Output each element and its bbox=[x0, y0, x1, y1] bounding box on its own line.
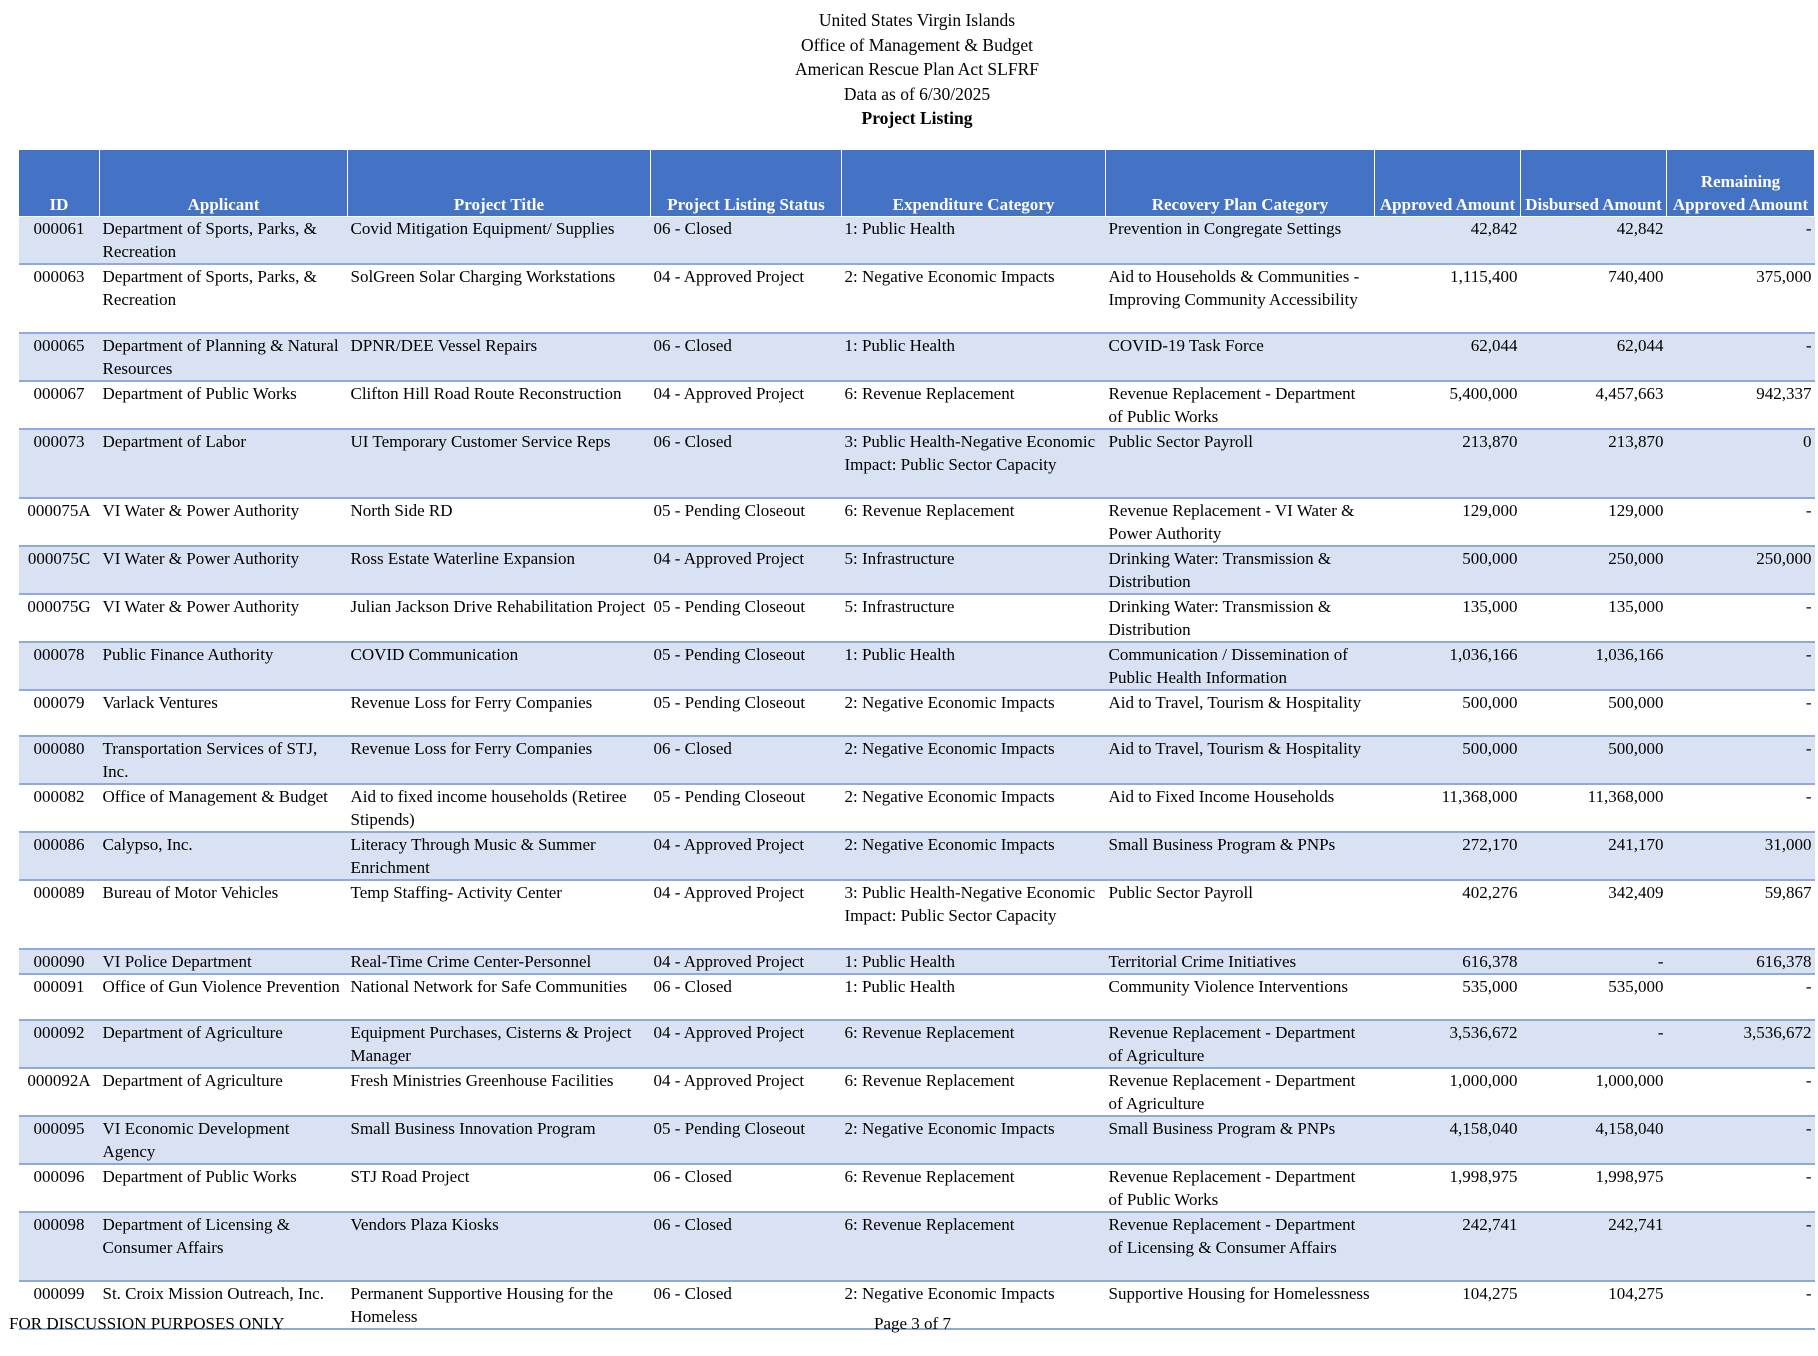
table-header-row bbox=[19, 150, 1815, 217]
cell-project-title: SolGreen Solar Charging Workstations bbox=[348, 264, 651, 333]
cell-remaining-amount: - bbox=[1667, 642, 1815, 690]
column-header-project-title: Project Title bbox=[348, 150, 651, 217]
cell-remaining-amount: - bbox=[1667, 333, 1815, 381]
cell-expenditure-category: 1: Public Health bbox=[842, 974, 1106, 1020]
cell-disbursed-amount: 11,368,000 bbox=[1521, 784, 1667, 832]
cell-expenditure-category: 2: Negative Economic Impacts bbox=[842, 264, 1106, 333]
cell-remaining-amount: - bbox=[1667, 974, 1815, 1020]
cell-approved-amount: 500,000 bbox=[1375, 546, 1521, 594]
table-row bbox=[19, 784, 1815, 832]
cell-recovery-plan-category: Prevention in Congregate Settings bbox=[1106, 217, 1375, 265]
table-row bbox=[19, 498, 1815, 546]
column-header-disbursed-amount: Disbursed Amount bbox=[1521, 150, 1667, 217]
cell-approved-amount: 1,115,400 bbox=[1375, 264, 1521, 333]
cell-expenditure-category: 1: Public Health bbox=[842, 949, 1106, 974]
cell-applicant: VI Police Department bbox=[100, 949, 348, 974]
cell-status: 04 - Approved Project bbox=[651, 1068, 842, 1116]
table-row bbox=[19, 429, 1815, 498]
cell-disbursed-amount: 213,870 bbox=[1521, 429, 1667, 498]
table-row bbox=[19, 333, 1815, 381]
cell-disbursed-amount: 135,000 bbox=[1521, 594, 1667, 642]
cell-recovery-plan-category: Small Business Program & PNPs bbox=[1106, 832, 1375, 880]
cell-approved-amount: 1,000,000 bbox=[1375, 1068, 1521, 1116]
cell-status: 06 - Closed bbox=[651, 1212, 842, 1281]
cell-applicant: Department of Agriculture bbox=[100, 1020, 348, 1068]
cell-id: 000098 bbox=[19, 1212, 100, 1281]
cell-applicant: Department of Licensing & Consumer Affairs bbox=[100, 1212, 348, 1281]
cell-applicant: St. Croix Mission Outreach, Inc. bbox=[100, 1281, 348, 1329]
cell-remaining-amount: - bbox=[1667, 1068, 1815, 1116]
cell-expenditure-category: 2: Negative Economic Impacts bbox=[842, 1281, 1106, 1329]
cell-applicant: Department of Public Works bbox=[100, 1164, 348, 1212]
cell-approved-amount: 616,378 bbox=[1375, 949, 1521, 974]
cell-disbursed-amount: 1,998,975 bbox=[1521, 1164, 1667, 1212]
cell-recovery-plan-category: Revenue Replacement - Department of Public Works bbox=[1106, 381, 1375, 429]
project-listing-table bbox=[18, 149, 1815, 1330]
cell-disbursed-amount: 1,036,166 bbox=[1521, 642, 1667, 690]
cell-project-title: Aid to fixed income households (Retiree Stipends) bbox=[348, 784, 651, 832]
cell-applicant: Calypso, Inc. bbox=[100, 832, 348, 880]
cell-id: 000086 bbox=[19, 832, 100, 880]
cell-expenditure-category: 5: Infrastructure bbox=[842, 546, 1106, 594]
cell-project-title: Vendors Plaza Kiosks bbox=[348, 1212, 651, 1281]
cell-project-title: STJ Road Project bbox=[348, 1164, 651, 1212]
cell-recovery-plan-category: Public Sector Payroll bbox=[1106, 429, 1375, 498]
cell-status: 05 - Pending Closeout bbox=[651, 642, 842, 690]
cell-approved-amount: 135,000 bbox=[1375, 594, 1521, 642]
cell-remaining-amount: 942,337 bbox=[1667, 381, 1815, 429]
cell-approved-amount: 129,000 bbox=[1375, 498, 1521, 546]
cell-disbursed-amount: 740,400 bbox=[1521, 264, 1667, 333]
cell-recovery-plan-category: Revenue Replacement - Department of Agriculture bbox=[1106, 1068, 1375, 1116]
column-header-approved-amount: Approved Amount bbox=[1375, 150, 1521, 217]
cell-status: 06 - Closed bbox=[651, 217, 842, 265]
cell-applicant: VI Water & Power Authority bbox=[100, 546, 348, 594]
cell-remaining-amount: 0 bbox=[1667, 429, 1815, 498]
cell-expenditure-category: 1: Public Health bbox=[842, 642, 1106, 690]
cell-recovery-plan-category: Revenue Replacement - Department of Public Works bbox=[1106, 1164, 1375, 1212]
cell-status: 05 - Pending Closeout bbox=[651, 498, 842, 546]
cell-project-title: UI Temporary Customer Service Reps bbox=[348, 429, 651, 498]
cell-project-title: Temp Staffing- Activity Center bbox=[348, 880, 651, 949]
cell-approved-amount: 11,368,000 bbox=[1375, 784, 1521, 832]
cell-id: 000080 bbox=[19, 736, 100, 784]
cell-remaining-amount: 375,000 bbox=[1667, 264, 1815, 333]
cell-remaining-amount: - bbox=[1667, 1164, 1815, 1212]
cell-recovery-plan-category: Public Sector Payroll bbox=[1106, 880, 1375, 949]
cell-id: 000061 bbox=[19, 217, 100, 265]
cell-approved-amount: 500,000 bbox=[1375, 690, 1521, 736]
cell-id: 000075C bbox=[19, 546, 100, 594]
cell-recovery-plan-category: COVID-19 Task Force bbox=[1106, 333, 1375, 381]
cell-project-title: COVID Communication bbox=[348, 642, 651, 690]
cell-project-title: Permanent Supportive Housing for the Homeless bbox=[348, 1281, 651, 1329]
cell-project-title: Fresh Ministries Greenhouse Facilities bbox=[348, 1068, 651, 1116]
cell-applicant: VI Economic Development Agency bbox=[100, 1116, 348, 1164]
table-row bbox=[19, 1116, 1815, 1164]
cell-applicant: Department of Sports, Parks, & Recreation bbox=[100, 264, 348, 333]
cell-id: 000095 bbox=[19, 1116, 100, 1164]
cell-recovery-plan-category: Supportive Housing for Homelessness bbox=[1106, 1281, 1375, 1329]
cell-status: 04 - Approved Project bbox=[651, 264, 842, 333]
cell-status: 06 - Closed bbox=[651, 1281, 842, 1329]
cell-project-title: Ross Estate Waterline Expansion bbox=[348, 546, 651, 594]
table-row bbox=[19, 1020, 1815, 1068]
cell-expenditure-category: 6: Revenue Replacement bbox=[842, 1068, 1106, 1116]
cell-id: 000075G bbox=[19, 594, 100, 642]
cell-project-title: Julian Jackson Drive Rehabilitation Project bbox=[348, 594, 651, 642]
cell-remaining-amount: - bbox=[1667, 690, 1815, 736]
cell-expenditure-category: 5: Infrastructure bbox=[842, 594, 1106, 642]
table-row bbox=[19, 949, 1815, 974]
cell-disbursed-amount: 4,158,040 bbox=[1521, 1116, 1667, 1164]
cell-project-title: Revenue Loss for Ferry Companies bbox=[348, 736, 651, 784]
cell-status: 05 - Pending Closeout bbox=[651, 784, 842, 832]
cell-approved-amount: 4,158,040 bbox=[1375, 1116, 1521, 1164]
cell-remaining-amount: - bbox=[1667, 784, 1815, 832]
cell-id: 000099 bbox=[19, 1281, 100, 1329]
cell-status: 04 - Approved Project bbox=[651, 949, 842, 974]
cell-expenditure-category: 6: Revenue Replacement bbox=[842, 381, 1106, 429]
cell-recovery-plan-category: Aid to Households & Communities - Improving Community Accessibility bbox=[1106, 264, 1375, 333]
table-row bbox=[19, 217, 1815, 265]
cell-approved-amount: 1,036,166 bbox=[1375, 642, 1521, 690]
cell-recovery-plan-category: Revenue Replacement - Department of Licensing & Consumer Affairs bbox=[1106, 1212, 1375, 1281]
cell-status: 05 - Pending Closeout bbox=[651, 594, 842, 642]
cell-expenditure-category: 2: Negative Economic Impacts bbox=[842, 832, 1106, 880]
cell-id: 000082 bbox=[19, 784, 100, 832]
table-row bbox=[19, 264, 1815, 333]
cell-remaining-amount: - bbox=[1667, 1212, 1815, 1281]
report-header bbox=[0, 8, 1818, 131]
table-row bbox=[19, 974, 1815, 1020]
cell-applicant: Public Finance Authority bbox=[100, 642, 348, 690]
cell-approved-amount: 104,275 bbox=[1375, 1281, 1521, 1329]
cell-status: 06 - Closed bbox=[651, 333, 842, 381]
cell-disbursed-amount: 4,457,663 bbox=[1521, 381, 1667, 429]
table-row bbox=[19, 832, 1815, 880]
cell-recovery-plan-category: Communication / Dissemination of Public Health Information bbox=[1106, 642, 1375, 690]
cell-status: 05 - Pending Closeout bbox=[651, 1116, 842, 1164]
cell-approved-amount: 402,276 bbox=[1375, 880, 1521, 949]
cell-applicant: Department of Sports, Parks, & Recreation bbox=[100, 217, 348, 265]
cell-remaining-amount: - bbox=[1667, 1281, 1815, 1329]
header-line-4: Data as of 6/30/2025 bbox=[843, 83, 991, 104]
table-row bbox=[19, 642, 1815, 690]
cell-disbursed-amount: 250,000 bbox=[1521, 546, 1667, 594]
table-row bbox=[19, 1212, 1815, 1281]
cell-id: 000078 bbox=[19, 642, 100, 690]
cell-project-title: North Side RD bbox=[348, 498, 651, 546]
cell-disbursed-amount: 500,000 bbox=[1521, 690, 1667, 736]
column-header-expenditure-category: Expenditure Category bbox=[842, 150, 1106, 217]
cell-project-title: Revenue Loss for Ferry Companies bbox=[348, 690, 651, 736]
cell-applicant: Office of Management & Budget bbox=[100, 784, 348, 832]
cell-disbursed-amount: 500,000 bbox=[1521, 736, 1667, 784]
cell-project-title: Small Business Innovation Program bbox=[348, 1116, 651, 1164]
cell-id: 000089 bbox=[19, 880, 100, 949]
cell-approved-amount: 3,536,672 bbox=[1375, 1020, 1521, 1068]
table-row bbox=[19, 381, 1815, 429]
cell-expenditure-category: 2: Negative Economic Impacts bbox=[842, 784, 1106, 832]
cell-expenditure-category: 6: Revenue Replacement bbox=[842, 1020, 1106, 1068]
cell-project-title: Clifton Hill Road Route Reconstruction bbox=[348, 381, 651, 429]
cell-id: 000090 bbox=[19, 949, 100, 974]
cell-applicant: Bureau of Motor Vehicles bbox=[100, 880, 348, 949]
cell-remaining-amount: - bbox=[1667, 594, 1815, 642]
cell-expenditure-category: 6: Revenue Replacement bbox=[842, 498, 1106, 546]
column-header-recovery-plan-category: Recovery Plan Category bbox=[1106, 150, 1375, 217]
cell-expenditure-category: 2: Negative Economic Impacts bbox=[842, 1116, 1106, 1164]
cell-expenditure-category: 3: Public Health-Negative Economic Impact: Public Sector Capacity bbox=[842, 429, 1106, 498]
cell-status: 04 - Approved Project bbox=[651, 832, 842, 880]
cell-remaining-amount: 59,867 bbox=[1667, 880, 1815, 949]
cell-approved-amount: 242,741 bbox=[1375, 1212, 1521, 1281]
cell-recovery-plan-category: Small Business Program & PNPs bbox=[1106, 1116, 1375, 1164]
cell-remaining-amount: 31,000 bbox=[1667, 832, 1815, 880]
cell-remaining-amount: 250,000 bbox=[1667, 546, 1815, 594]
cell-recovery-plan-category: Revenue Replacement - VI Water & Power Authority bbox=[1106, 498, 1375, 546]
header-line-1: United States Virgin Islands bbox=[818, 10, 1016, 30]
cell-expenditure-category: 6: Revenue Replacement bbox=[842, 1212, 1106, 1281]
cell-disbursed-amount: 535,000 bbox=[1521, 974, 1667, 1020]
cell-applicant: Department of Labor bbox=[100, 429, 348, 498]
cell-status: 05 - Pending Closeout bbox=[651, 690, 842, 736]
table-body bbox=[19, 217, 1815, 1330]
cell-id: 000067 bbox=[19, 381, 100, 429]
cell-status: 06 - Closed bbox=[651, 736, 842, 784]
cell-id: 000092A bbox=[19, 1068, 100, 1116]
table-row bbox=[19, 594, 1815, 642]
table-row bbox=[19, 1068, 1815, 1116]
cell-approved-amount: 272,170 bbox=[1375, 832, 1521, 880]
cell-disbursed-amount: 241,170 bbox=[1521, 832, 1667, 880]
cell-approved-amount: 1,998,975 bbox=[1375, 1164, 1521, 1212]
cell-expenditure-category: 2: Negative Economic Impacts bbox=[842, 736, 1106, 784]
report-title: Project Listing bbox=[861, 108, 973, 128]
cell-project-title: Equipment Purchases, Cisterns & Project Manager bbox=[348, 1020, 651, 1068]
cell-disbursed-amount: 1,000,000 bbox=[1521, 1068, 1667, 1116]
cell-project-title: Literacy Through Music & Summer Enrichment bbox=[348, 832, 651, 880]
cell-status: 04 - Approved Project bbox=[651, 381, 842, 429]
cell-approved-amount: 5,400,000 bbox=[1375, 381, 1521, 429]
cell-status: 06 - Closed bbox=[651, 1164, 842, 1212]
cell-recovery-plan-category: Drinking Water: Transmission & Distribution bbox=[1106, 594, 1375, 642]
header-line-3: American Rescue Plan Act SLFRF bbox=[794, 59, 1039, 79]
cell-project-title: DPNR/DEE Vessel Repairs bbox=[348, 333, 651, 381]
column-header-status: Project Listing Status bbox=[651, 150, 842, 217]
cell-recovery-plan-category: Territorial Crime Initiatives bbox=[1106, 949, 1375, 974]
cell-recovery-plan-category: Revenue Replacement - Department of Agriculture bbox=[1106, 1020, 1375, 1068]
cell-approved-amount: 62,044 bbox=[1375, 333, 1521, 381]
table-row bbox=[19, 546, 1815, 594]
cell-expenditure-category: 6: Revenue Replacement bbox=[842, 1164, 1106, 1212]
cell-recovery-plan-category: Drinking Water: Transmission & Distribution bbox=[1106, 546, 1375, 594]
cell-expenditure-category: 3: Public Health-Negative Economic Impact: Public Sector Capacity bbox=[842, 880, 1106, 949]
cell-id: 000075A bbox=[19, 498, 100, 546]
cell-status: 04 - Approved Project bbox=[651, 880, 842, 949]
cell-approved-amount: 535,000 bbox=[1375, 974, 1521, 1020]
cell-disbursed-amount: 242,741 bbox=[1521, 1212, 1667, 1281]
cell-remaining-amount: - bbox=[1667, 217, 1815, 265]
cell-expenditure-category: 2: Negative Economic Impacts bbox=[842, 690, 1106, 736]
cell-disbursed-amount: 342,409 bbox=[1521, 880, 1667, 949]
column-header-remaining-amount: Remaining Approved Amount bbox=[1667, 150, 1815, 217]
cell-remaining-amount: - bbox=[1667, 498, 1815, 546]
cell-id: 000073 bbox=[19, 429, 100, 498]
cell-expenditure-category: 1: Public Health bbox=[842, 217, 1106, 265]
table-row bbox=[19, 880, 1815, 949]
cell-approved-amount: 213,870 bbox=[1375, 429, 1521, 498]
cell-project-title: National Network for Safe Communities bbox=[348, 974, 651, 1020]
cell-applicant: Varlack Ventures bbox=[100, 690, 348, 736]
table-row bbox=[19, 736, 1815, 784]
cell-approved-amount: 500,000 bbox=[1375, 736, 1521, 784]
header-line-2: Office of Management & Budget bbox=[801, 34, 1033, 55]
cell-disbursed-amount: - bbox=[1521, 1020, 1667, 1068]
cell-id: 000091 bbox=[19, 974, 100, 1020]
cell-project-title: Covid Mitigation Equipment/ Supplies bbox=[348, 217, 651, 265]
cell-id: 000065 bbox=[19, 333, 100, 381]
cell-status: 06 - Closed bbox=[651, 429, 842, 498]
cell-recovery-plan-category: Aid to Travel, Tourism & Hospitality bbox=[1106, 690, 1375, 736]
cell-disbursed-amount: 42,842 bbox=[1521, 217, 1667, 265]
cell-recovery-plan-category: Aid to Fixed Income Households bbox=[1106, 784, 1375, 832]
cell-recovery-plan-category: Community Violence Interventions bbox=[1106, 974, 1375, 1020]
cell-remaining-amount: 616,378 bbox=[1667, 949, 1815, 974]
cell-applicant: Office of Gun Violence Prevention bbox=[100, 974, 348, 1020]
cell-approved-amount: 42,842 bbox=[1375, 217, 1521, 265]
cell-id: 000063 bbox=[19, 264, 100, 333]
cell-applicant: Department of Agriculture bbox=[100, 1068, 348, 1116]
cell-applicant: VI Water & Power Authority bbox=[100, 498, 348, 546]
cell-applicant: Department of Planning & Natural Resources bbox=[100, 333, 348, 381]
table-row bbox=[19, 690, 1815, 736]
cell-status: 04 - Approved Project bbox=[651, 1020, 842, 1068]
cell-applicant: Transportation Services of STJ, Inc. bbox=[100, 736, 348, 784]
cell-id: 000096 bbox=[19, 1164, 100, 1212]
page-number: Page 3 of 7 bbox=[874, 1314, 951, 1333]
column-header-applicant: Applicant bbox=[100, 150, 348, 217]
cell-id: 000079 bbox=[19, 690, 100, 736]
cell-status: 04 - Approved Project bbox=[651, 546, 842, 594]
cell-expenditure-category: 1: Public Health bbox=[842, 333, 1106, 381]
cell-disbursed-amount: 129,000 bbox=[1521, 498, 1667, 546]
cell-recovery-plan-category: Aid to Travel, Tourism & Hospitality bbox=[1106, 736, 1375, 784]
cell-remaining-amount: 3,536,672 bbox=[1667, 1020, 1815, 1068]
cell-project-title: Real-Time Crime Center-Personnel bbox=[348, 949, 651, 974]
footer-disclaimer: FOR DISCUSSION PURPOSES ONLY bbox=[9, 1314, 285, 1333]
cell-disbursed-amount: 62,044 bbox=[1521, 333, 1667, 381]
cell-remaining-amount: - bbox=[1667, 736, 1815, 784]
table-row bbox=[19, 1164, 1815, 1212]
cell-applicant: VI Water & Power Authority bbox=[100, 594, 348, 642]
cell-status: 06 - Closed bbox=[651, 974, 842, 1020]
cell-applicant: Department of Public Works bbox=[100, 381, 348, 429]
cell-remaining-amount: - bbox=[1667, 1116, 1815, 1164]
cell-id: 000092 bbox=[19, 1020, 100, 1068]
cell-disbursed-amount: - bbox=[1521, 949, 1667, 974]
column-header-id: ID bbox=[19, 150, 100, 217]
cell-disbursed-amount: 104,275 bbox=[1521, 1281, 1667, 1329]
